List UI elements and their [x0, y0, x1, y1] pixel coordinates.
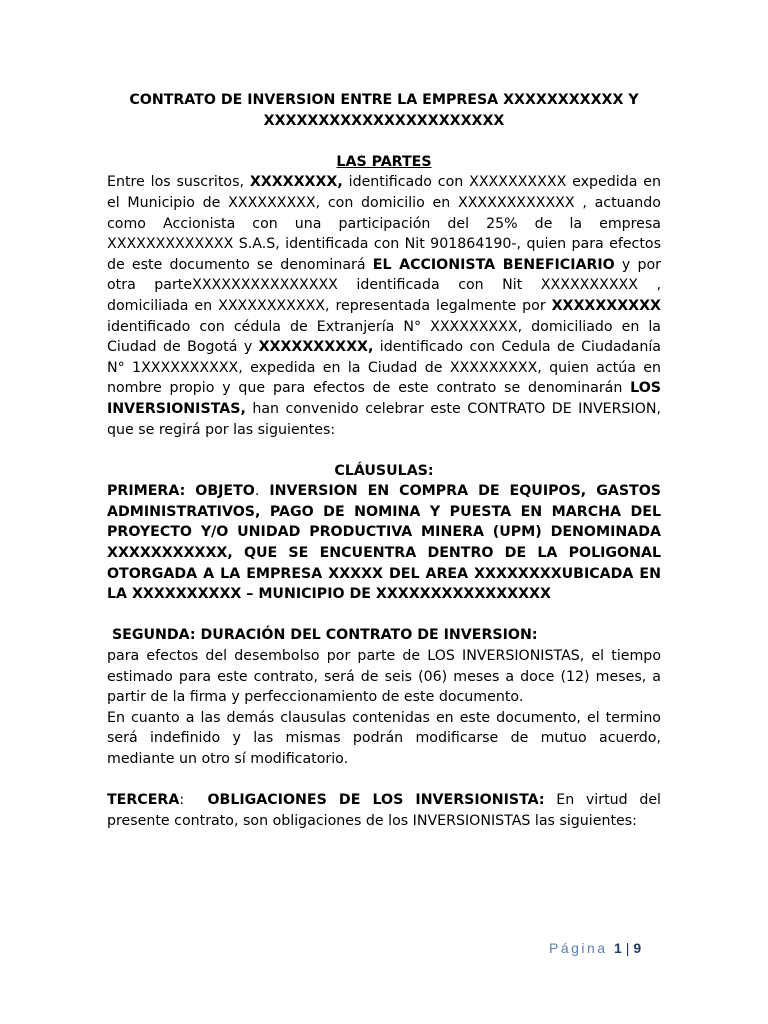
text-run: identificado con XXXXXXXXXX expedida en el Municipio de XXXXXXXXX, con domicilio en XXXXXXXXXXXX , actuando como Accionista con una participación del 25% de la empresa XXXXXXXXXXXXX S.A.S, identificada con Nit 901864190-, quien para efectos de este documento se denominará [107, 174, 661, 273]
clause-bold-title: OBLIGACIONES DE LOS INVERSIONISTA: [207, 792, 545, 809]
section-heading-partes: LAS PARTES [336, 153, 432, 170]
clause-segunda-heading: SEGUNDA: DURACIÓN DEL CONTRATO DE INVERSION: [107, 627, 538, 644]
text-run: identificado con cédula de Extranjería N° XXXXXXXXX, domiciliado en la Ciudad de Bogotá y [107, 318, 661, 356]
page-separator: | [625, 940, 630, 956]
clause-label: PRIMERA: OBJETO [107, 483, 255, 500]
document-title-line-2: XXXXXXXXXXXXXXXXXXXXXX [263, 112, 505, 129]
bold-run: EL ACCIONISTA BENEFICIARIO [372, 256, 615, 273]
section-heading-clausulas: CLÁUSULAS: [334, 462, 434, 479]
clause-segunda-paragraph-1: para efectos del desembolso por parte de LOS INVERSIONISTAS, el tiempo estimado para este contrato, será de seis (06) meses a doce (12) meses, a partir de la firma y perfeccionamiento de este documento. [107, 648, 661, 706]
clause-primera [107, 481, 661, 605]
clause-body: En virtud del presente contrato, son obligaciones de los INVERSIONISTAS las siguientes: [107, 792, 661, 829]
page-number-footer [549, 940, 641, 956]
clause-tercera [107, 790, 661, 831]
current-page-number: 1 [613, 940, 622, 956]
bold-run: XXXXXXXXXX, [258, 339, 374, 356]
text-run: y por otra parteXXXXXXXXXXXXXXX identificada con Nit XXXXXXXXXX , domiciliada en XXXXXXXXXXX, representada legalmente por [107, 256, 662, 314]
paragraph-partes [107, 172, 661, 440]
text-run: han convenido celebrar este CONTRATO DE INVERSION, que se regirá por las siguientes: [107, 400, 661, 438]
bold-run: XXXXXXXX, [249, 174, 343, 191]
text-run: identificado con Cedula de Ciudadanía N° 1XXXXXXXXXX, expedida en la Ciudad de XXXXXXXXX, quien actúa en nombre propio y que para efectos de este contrato se denominarán [107, 339, 661, 397]
bold-run: LOS INVERSIONISTAS, [107, 380, 661, 417]
text-run: Entre los suscritos, [107, 174, 250, 191]
clause-segunda-paragraph-2: En cuanto a las demás clausulas contenidas en este documento, el termino será indefinido y las mismas podrán modificarse de mutuo acuerdo, mediante un otro sí modificatorio. [107, 709, 661, 767]
clause-label: TERCERA [107, 792, 180, 809]
bold-run: XXXXXXXXXX [551, 297, 661, 314]
clause-body: INVERSION EN COMPRA DE EQUIPOS, GASTOS ADMINISTRATIVOS, PAGO DE NOMINA Y PUESTA EN MARCHA DEL PROYECTO Y/O UNIDAD PRODUCTIVA MINERA (UPM) DENOMINADA XXXXXXXXXXX, QUE SE ENCUENTRA DENTRO DE LA POLIGONAL OTORGADA A LA EMPRESA XXXXX DEL AREA XXXXXXXXUBICADA EN LA XXXXXXXXXX – MUNICIPIO DE XXXXXXXXXXXXXXXX [107, 483, 661, 603]
document-page [107, 90, 661, 831]
total-page-number: 9 [633, 940, 642, 956]
clause-colon: : [179, 792, 208, 809]
document-title-line-1: CONTRATO DE INVERSION ENTRE LA EMPRESA XXXXXXXXXXX Y [129, 92, 639, 108]
clause-dot: . [254, 483, 260, 500]
page-word: Página [549, 940, 608, 956]
